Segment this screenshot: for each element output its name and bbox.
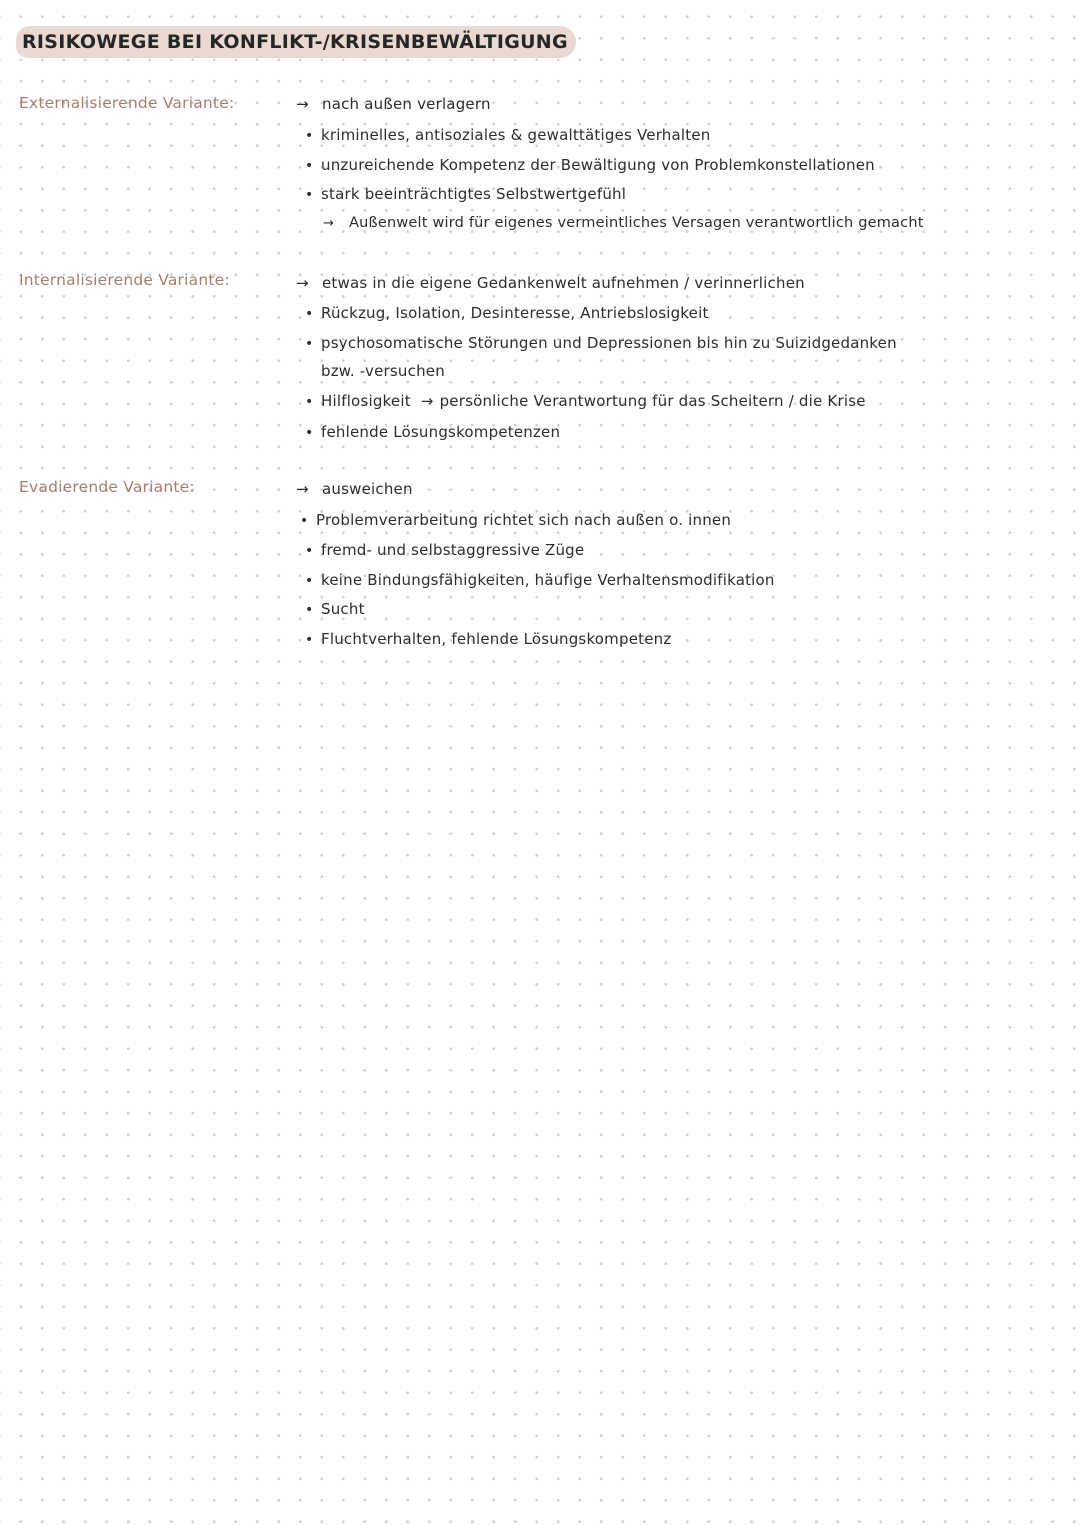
list-item <box>305 392 866 410</box>
section-label-evadierend: Evadierende Variante: <box>19 478 195 496</box>
list-item-text: fehlende Lösungskompetenzen <box>321 423 561 441</box>
bullet-icon: • <box>305 543 314 559</box>
bullet-icon: • <box>305 306 314 322</box>
arrow-icon: → <box>296 274 309 292</box>
list-item <box>305 630 671 648</box>
arrow-icon: → <box>323 216 335 231</box>
arrow-icon: → <box>296 95 309 113</box>
list-item <box>305 571 775 589</box>
list-item <box>305 600 365 618</box>
lead-line-internalisierend <box>296 274 805 292</box>
list-item-continuation: bzw. -versuchen <box>321 362 445 380</box>
list-item-text: Hilflosigkeit <box>321 392 411 410</box>
bullet-icon: • <box>305 632 314 648</box>
list-item <box>300 511 731 529</box>
bullet-icon: • <box>300 513 309 529</box>
list-item <box>305 126 711 144</box>
bullet-icon: • <box>305 158 314 174</box>
list-item-text: fremd- und selbstaggressive Züge <box>321 541 585 559</box>
list-item-text: Sucht <box>321 600 365 618</box>
list-item <box>305 541 584 559</box>
arrow-icon: → <box>420 392 434 410</box>
bullet-icon: • <box>305 336 314 352</box>
list-item-text: keine Bindungsfähigkeiten, häufige Verhaltensmodifikation <box>321 571 775 589</box>
list-item-text: Rückzug, Isolation, Desinteresse, Antriebslosigkeit <box>321 304 709 322</box>
list-item-text: Fluchtverhalten, fehlende Lösungskompetenz <box>321 630 672 648</box>
list-item-arrow-text: persönliche Verantwortung für das Scheitern / die Krise <box>439 392 866 410</box>
bullet-icon: • <box>305 425 314 441</box>
section-label-internalisierend: Internalisierende Variante: <box>19 271 230 289</box>
lead-text: nach außen verlagern <box>322 95 491 113</box>
list-item-text: psychosomatische Störungen und Depressionen bis hin zu Suizidgedanken <box>321 334 897 352</box>
sub-item <box>323 215 924 231</box>
bullet-icon: • <box>305 602 314 618</box>
lead-line-evadierend <box>296 480 413 498</box>
list-item-text: stark beeinträchtigtes Selbstwertgefühl <box>321 185 627 203</box>
bullet-icon: • <box>305 573 314 589</box>
lead-text: ausweichen <box>322 480 413 498</box>
page-title: RISIKOWEGE BEI KONFLIKT-/KRISENBEWÄLTIGUNG <box>16 26 576 58</box>
list-item <box>305 156 875 174</box>
list-item <box>305 334 897 352</box>
list-item-text: Problemverarbeitung richtet sich nach außen o. innen <box>316 511 732 529</box>
bullet-icon: • <box>305 394 314 410</box>
bullet-icon: • <box>305 187 314 203</box>
list-item <box>305 185 626 203</box>
section-label-externalisierend: Externalisierende Variante: <box>19 94 235 112</box>
lead-line-externalisierend <box>296 95 491 113</box>
list-item-text: unzureichende Kompetenz der Bewältigung von Problemkonstellationen <box>321 156 875 174</box>
list-item <box>305 304 709 322</box>
lead-text: etwas in die eigene Gedankenwelt aufnehmen / verinnerlichen <box>322 274 805 292</box>
sub-item-text: Außenwelt wird für eigenes vermeintliches Versagen verantwortlich gemacht <box>349 215 924 231</box>
list-item-text: kriminelles, antisoziales & gewalttätiges Verhalten <box>321 126 711 144</box>
bullet-icon: • <box>305 128 314 144</box>
list-item <box>305 423 560 441</box>
arrow-icon: → <box>296 480 309 498</box>
